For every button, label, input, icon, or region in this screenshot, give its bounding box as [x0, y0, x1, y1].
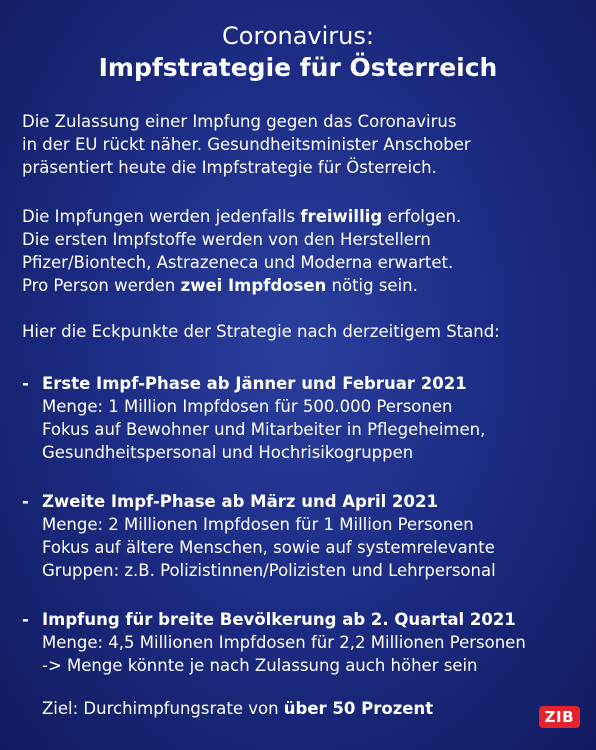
intro-line: präsentiert heute die Impfstrategie für Österreich.	[22, 158, 437, 177]
phase-2	[22, 490, 587, 582]
text: nötig sein.	[326, 276, 418, 295]
zib-logo: ZIB	[539, 706, 580, 728]
phase-line: Menge: 4,5 Millionen Impfdosen für 2,2 Millionen Personen	[42, 633, 526, 652]
phase-heading: Impfung für breite Bevölkerung ab 2. Quartal 2021	[42, 610, 516, 629]
list-dash: -	[22, 374, 29, 393]
text: Pro Person werden	[22, 276, 181, 295]
emphasis-doses: zwei Impfdosen	[180, 276, 327, 295]
overview-line: Hier die Eckpunkte der Strategie nach derzeitigem Stand:	[22, 322, 500, 341]
list-dash: -	[22, 492, 29, 511]
emphasis-goal: über 50 Prozent	[283, 699, 434, 718]
voluntary-line	[22, 274, 582, 297]
phase-heading: Erste Impf-Phase ab Jänner und Februar 2021	[42, 374, 467, 393]
emphasis-freiwillig: freiwillig	[300, 207, 383, 226]
voluntary-paragraph	[22, 205, 582, 297]
title-line-1: Coronavirus:	[222, 22, 374, 50]
phase-line: -> Menge könnte je nach Zulassung auch höher sein	[42, 656, 478, 675]
phase-line: Gruppen: z.B. Polizistinnen/Polizisten und Lehrpersonal	[42, 561, 496, 580]
list-dash: -	[22, 610, 29, 629]
intro-paragraph	[22, 110, 582, 179]
phase-line: Menge: 1 Million Impfdosen für 500.000 Personen	[42, 397, 453, 416]
title-line-2: Impfstrategie für Österreich	[98, 53, 498, 82]
phase-heading: Zweite Impf-Phase ab März und April 2021	[42, 492, 438, 511]
phase-3	[22, 608, 587, 677]
text: Ziel: Durchimpfungsrate von	[42, 699, 284, 718]
phase-line: Fokus auf ältere Menschen, sowie auf systemrelevante	[42, 538, 495, 557]
text: Die Impfungen werden jedenfalls	[22, 207, 301, 226]
voluntary-line: Pfizer/Biontech, Astrazeneca und Moderna erwartet.	[22, 253, 454, 272]
phase-1	[22, 372, 587, 464]
voluntary-line: Die ersten Impfstoffe werden von den Herstellern	[22, 230, 431, 249]
phase-line: Gesundheitspersonal und Hochrisikogruppen	[42, 443, 414, 462]
phase-line: Fokus auf Bewohner und Mitarbeiter in Pflegeheimen,	[42, 420, 486, 439]
text: erfolgen.	[382, 207, 462, 226]
intro-line: Die Zulassung einer Impfung gegen das Coronavirus	[22, 112, 457, 131]
voluntary-line	[22, 205, 582, 228]
phase-line: Menge: 2 Millionen Impfdosen für 1 Million Personen	[42, 515, 474, 534]
intro-line: in der EU rückt näher. Gesundheitsminister Anschober	[22, 135, 471, 154]
goal-line	[42, 697, 433, 720]
